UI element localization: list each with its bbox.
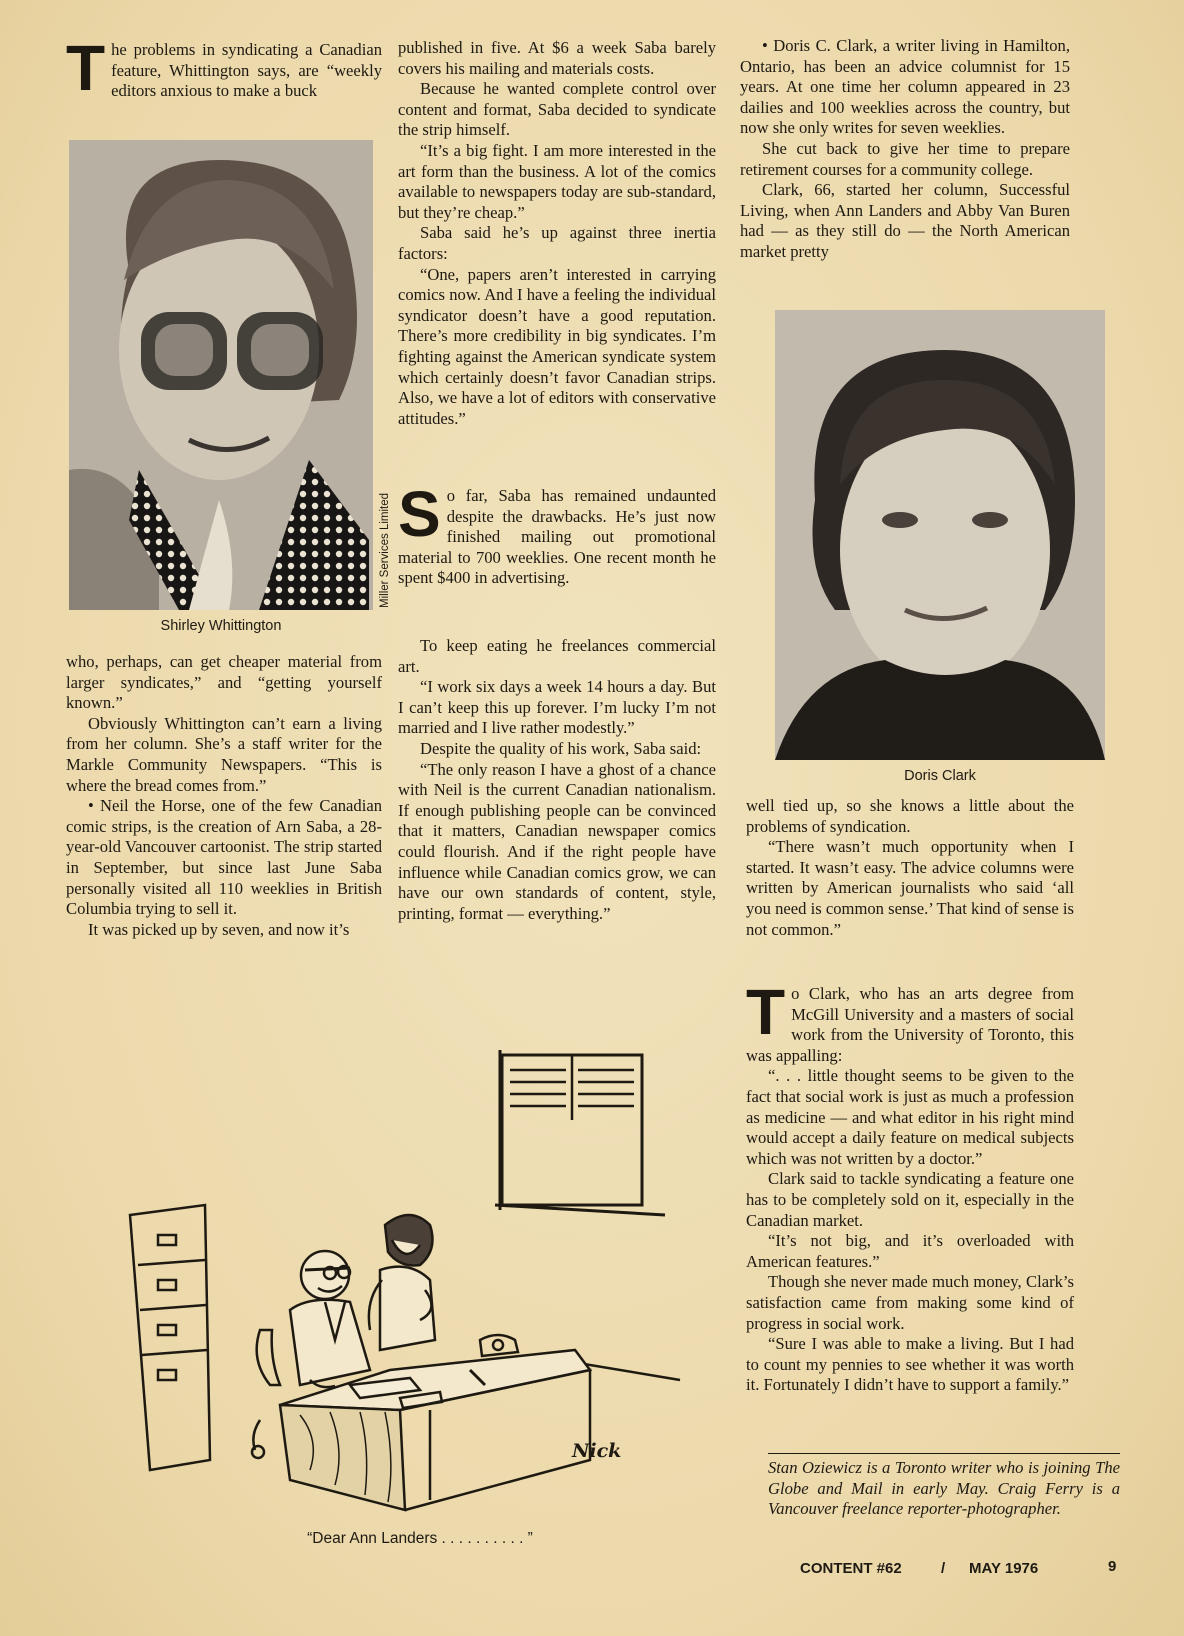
paragraph: “Sure I was able to make a living. But I had to count my pennies to see whether it was worth it. Fortunately I didn’t have to support a family.” [746,1334,1074,1395]
cartoon-drawing [120,1040,720,1520]
footer-date: MAY 1976 [969,1560,1039,1577]
paragraph: • Doris C. Clark, a writer living in Hamilton, Ontario, has been an advice columnist for 15 years. At one time her column appeared in 23 dailies and 100 weeklies across the country, but now she only writes for seven weeklies. [740,36,1070,138]
cartoon-caption: “Dear Ann Landers . . . . . . . . . . ” [307,1530,533,1547]
paragraph: “I work six days a week 14 hours a day. But I can’t keep this up forever. I’m lucky I’m not married and I live rather modestly.” [398,677,716,738]
drop-cap: T [746,976,786,1048]
paragraph: “. . . little thought seems to be given to the fact that social work is just as much a profession as medicine — and what editor in his right mind would accept a daily feature on medical subjects which was not written by a doctor.” [746,1066,1074,1168]
author-bio: Stan Oziewicz is a Toronto writer who is joining The Globe and Mail in early May. Craig Ferry is a Vancouver freelance reporter-photographer. [768,1453,1120,1520]
cartoon [120,1040,720,1520]
paragraph: well tied up, so she knows a little about the problems of syndication. [746,796,1074,836]
drop-cap: T [66,32,106,104]
paragraph: Clark, 66, started her column, Successful Living, when Ann Landers and Abby Van Buren had — as they still do — the North American market pretty [740,180,1070,261]
paragraph: “It’s a big fight. I am more interested in the art form than the business. A lot of the comics available to newspapers today are sub-standard, but they’re cheap.” [398,140,716,222]
column-2-bottom [398,636,716,924]
paragraph: Saba said he’s up against three inertia factors: [398,223,716,263]
column-1-lead [66,32,382,104]
column-3-section [746,976,1074,1396]
paragraph: Clark said to tackle syndicating a feature one has to be completely sold on it, especially in the Canadian market. [746,1169,1074,1230]
page-number: 9 [1108,1558,1117,1575]
paragraph: “The only reason I have a ghost of a chance with Neil is the current Canadian nationalism. If enough publishing people can be convinced that it matters, Canadian newspaper comics could flourish. And if the right people have influence while Canadian comics grow, we can have our own standards of content, style, printing, format — everything.” [398,759,716,923]
footer-separator: / [941,1560,946,1577]
column-3-top [740,36,1070,263]
footer-publication: CONTENT #62 [800,1560,902,1577]
paragraph: o far, Saba has remained undaunted despite the drawbacks. He’s just now finished mailing out promotional material to 700 weeklies. One recent month he spent $400 in advertising. [398,486,716,588]
photo-doris-clark [775,310,1105,760]
paragraph: Obviously Whittington can’t earn a living from her column. She’s a staff writer for the Markle Community Newspapers. “This is where the bread comes from.” [66,713,382,795]
paragraph: “It’s not big, and it’s overloaded with American features.” [746,1231,1074,1271]
cartoon-signature: Nick [572,1440,622,1462]
paragraph: “One, papers aren’t interested in carrying comics now. And I have a feeling the individual syndicator doesn’t have a good reputation. There’s more credibility in big syndicates. I’m fighting against the American syndicate system which certainly doesn’t favor Canadian strips. Also, we have a lot of editors with conservative attitudes.” [398,264,716,428]
paragraph: Though she never made much money, Clark’s satisfaction came from making some kind of progress in social work. [746,1272,1074,1333]
drop-cap: S [398,478,441,550]
portrait-image [775,310,1105,760]
paragraph: o Clark, who has an arts degree from McGill University and a masters of social work from the University of Toronto, this was appalling: [746,984,1074,1065]
portrait-image [69,140,373,610]
paragraph: Despite the quality of his work, Saba said: [420,738,702,758]
photo-shirley-whittington [69,140,373,610]
photo-caption-clark: Doris Clark [904,768,976,784]
article-lead-paragraph: he problems in syndicating a Canadian feature, Whittington says, are “weekly editors anxious to make a buck [111,40,382,101]
paragraph: Because he wanted complete control over content and format, Saba decided to syndicate the strip himself. [398,79,716,140]
column-2-top [398,38,716,429]
photo-caption-whittington: Shirley Whittington [160,618,282,634]
column-3-middle [746,796,1074,940]
paragraph: • Neil the Horse, one of the few Canadian comic strips, is the creation of Arn Saba, a 28-year-old Vancouver cartoonist. The strip started in September, but since last June Saba personally visited all 110 weeklies in British Columbia trying to sell it. [66,796,382,919]
paragraph: It was picked up by seven, and now it’s [88,919,350,939]
column-2-section [398,478,716,589]
paragraph: who, perhaps, can get cheaper material from larger syndicates,” and “getting yourself known.” [66,652,382,713]
paragraph: She cut back to give her time to prepare retirement courses for a community college. [740,138,1070,179]
photo-credit: Miller Services Limited [379,492,391,608]
paragraph: “There wasn’t much opportunity when I started. It wasn’t easy. The advice columns were written by American journalists who said ‘all you need is common sense.’ That kind of sense is not common.” [746,837,1074,939]
column-1-continued [66,652,382,940]
paragraph: To keep eating he freelances commercial art. [398,636,716,676]
paragraph: published in five. At $6 a week Saba barely covers his mailing and materials costs. [398,38,716,78]
